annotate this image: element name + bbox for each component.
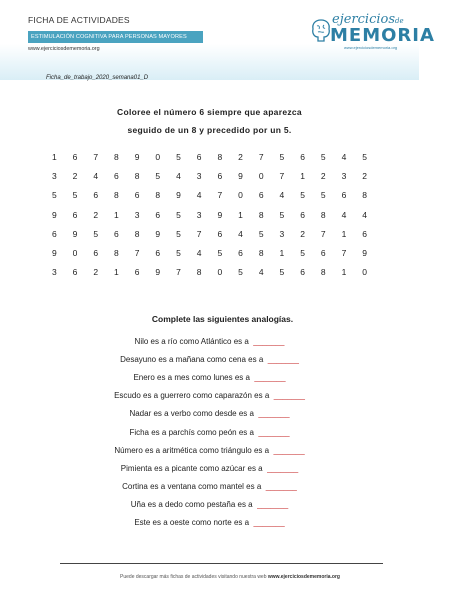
grid-number[interactable]: 6 [72,151,78,162]
grid-number[interactable]: 4 [196,190,202,201]
analogy-answer-blank[interactable]: _______ [257,499,289,509]
grid-number[interactable]: 0 [362,267,368,278]
grid-number[interactable]: 5 [300,190,305,201]
grid-number[interactable]: 1 [238,209,243,220]
grid-number[interactable]: 3 [51,267,57,278]
analogy-text: Número es a aritmética como triángulo es a [114,445,270,455]
grid-number[interactable]: 8 [217,151,223,162]
grid-number[interactable]: 9 [134,151,140,162]
grid-number[interactable]: 7 [176,267,181,278]
grid-number[interactable]: 9 [155,267,161,278]
grid-number[interactable]: 8 [114,190,119,201]
grid-number[interactable]: 8 [155,190,161,201]
grid-number[interactable]: 6 [300,151,305,162]
analogy-item [0,500,419,509]
logo-top-text: ejerciciosde [332,12,404,27]
analogy-item [0,337,419,346]
grid-number[interactable]: 5 [51,190,57,201]
grid-number[interactable]: 8 [258,248,264,259]
grid-number[interactable]: 5 [176,151,181,162]
grid-number[interactable]: 5 [217,248,223,259]
grid-number[interactable]: 6 [362,228,368,239]
logo-de-text: de [395,17,404,25]
grid-number[interactable]: 4 [93,170,99,181]
grid-number[interactable]: 9 [217,209,223,220]
grid-number[interactable]: 3 [279,228,285,239]
grid-number[interactable]: 5 [93,228,99,239]
analogy-item [0,464,419,473]
grid-number[interactable]: 2 [362,170,368,181]
grid-number[interactable]: 5 [279,209,285,220]
grid-number[interactable]: 7 [217,190,223,201]
grid-number[interactable]: 9 [51,248,57,259]
grid-number[interactable]: 8 [196,267,202,278]
analogy-item [0,428,419,437]
grid-number[interactable]: 1 [51,151,57,162]
grid-number[interactable]: 8 [362,190,368,201]
grid-number[interactable]: 8 [114,151,119,162]
brain-icon [310,18,332,42]
grid-number[interactable]: 7 [279,170,285,181]
grid-number[interactable]: 6 [258,190,264,201]
grid-number[interactable]: 5 [176,228,181,239]
grid-number[interactable]: 6 [155,209,161,220]
grid-number[interactable]: 5 [72,190,78,201]
logo [310,12,435,52]
grid-row [44,186,375,205]
grid-number[interactable]: 8 [320,209,326,220]
grid-number[interactable]: 6 [134,190,140,201]
grid-number[interactable]: 7 [320,228,326,239]
analogy-item [0,518,419,527]
grid-number[interactable]: 0 [217,267,223,278]
grid-number[interactable]: 2 [72,170,78,181]
analogy-text: Este es a oeste como norte es a [134,518,250,527]
grid-number[interactable]: 6 [320,248,326,259]
grid-number[interactable]: 5 [320,151,326,162]
analogy-answer-blank[interactable]: _______ [273,445,305,455]
grid-number[interactable]: 2 [320,170,326,181]
analogies-title: Complete las siguientes analogías. [151,314,294,324]
grid-number[interactable]: 1 [114,267,119,278]
analogy-answer-blank[interactable]: _______ [254,373,286,383]
grid-number[interactable]: 6 [300,209,305,220]
analogy-text: Nadar es a verbo como desde es a [129,409,254,419]
grid-number[interactable]: 0 [155,151,161,162]
worksheet-id: Ficha_de_trabajo_2020_semana01_D [46,75,149,81]
grid-number[interactable]: 4 [258,267,264,278]
analogy-item [0,391,419,400]
grid-number[interactable]: 9 [362,248,368,259]
grid-number[interactable]: 4 [341,151,347,162]
logo-url: www.ejerciciosdememoria.org [344,45,398,50]
instruction-line-1: Coloree el número 6 siempre que aparezca [117,107,302,117]
grid-number[interactable]: 6 [72,267,78,278]
analogy-item [0,446,419,455]
grid-number[interactable]: 1 [341,228,347,239]
analogy-text: Enero es a mes como lunes es a [133,373,250,383]
grid-number[interactable]: 0 [258,170,264,181]
analogy-answer-blank[interactable]: _______ [253,518,285,527]
grid-number[interactable]: 5 [279,267,285,278]
sheet-title: FICHA DE ACTIVIDADES [28,15,130,25]
logo-main-text: MEMORIA [330,25,435,46]
grid-number[interactable]: 4 [238,228,243,239]
grid-number[interactable]: 0 [238,190,243,201]
grid-number[interactable]: 2 [93,209,99,220]
grid-number[interactable]: 9 [72,228,78,239]
grid-number[interactable]: 1 [279,248,285,259]
grid-number[interactable]: 3 [196,170,202,181]
instruction-line-2: seguido de un 8 y precedido por un 5. [127,125,292,135]
grid-number[interactable]: 8 [134,170,140,181]
analogy-answer-blank[interactable]: _______ [265,481,297,491]
grid-number[interactable]: 8 [258,209,264,220]
site-url-link[interactable]: www.ejerciciosdememoria.org [28,46,100,52]
grid-number[interactable]: 9 [238,170,243,181]
grid-number[interactable]: 3 [51,170,57,181]
grid-number[interactable]: 2 [93,267,99,278]
grid-number[interactable]: 8 [320,267,326,278]
grid-number[interactable]: 6 [217,228,223,239]
grid-row [44,224,375,243]
grid-row [44,166,375,185]
grid-number[interactable]: 7 [196,228,202,239]
analogy-answer-blank[interactable]: _______ [267,463,299,473]
grid-number[interactable]: 7 [93,151,99,162]
grid-number[interactable]: 5 [300,248,305,259]
grid-number[interactable]: 5 [320,190,326,201]
grid-number[interactable]: 5 [238,267,243,278]
analogy-text: Uña es a dedo como pestaña es a [130,499,253,509]
grid-number[interactable]: 6 [114,228,119,239]
analogy-text: Escudo es a guerrero como caparazón es a [114,391,270,401]
grid-number[interactable]: 6 [72,209,78,220]
grid-number[interactable]: 3 [196,209,202,220]
grid-number[interactable]: 4 [196,248,202,259]
grid-number[interactable]: 6 [341,190,347,201]
grid-number[interactable]: 6 [93,190,99,201]
analogy-answer-blank[interactable]: _______ [267,355,299,365]
analogy-answer-blank[interactable]: _______ [258,409,290,419]
grid-number[interactable]: 4 [176,170,181,181]
analogy-answer-blank[interactable]: _______ [273,391,305,401]
grid-number[interactable]: 9 [176,190,181,201]
grid-number[interactable]: 6 [238,248,243,259]
grid-number[interactable]: 5 [155,170,161,181]
grid-number[interactable]: 6 [134,267,140,278]
grid-row [44,205,375,224]
analogy-answer-blank[interactable]: _______ [253,337,285,346]
grid-number[interactable]: 5 [258,228,264,239]
grid-number[interactable]: 2 [238,151,243,162]
grid-number[interactable]: 7 [134,248,140,259]
grid-number[interactable]: 1 [114,209,119,220]
grid-number[interactable]: 6 [196,151,202,162]
footer-divider [60,563,383,564]
grid-number[interactable]: 7 [341,248,347,259]
analogy-text: Cortina es a ventana como mantel es a [122,481,262,491]
grid-row [44,147,375,166]
analogy-text: Ficha es a parchís como peón es a [129,427,254,437]
grid-number[interactable]: 6 [93,248,99,259]
grid-number[interactable]: 5 [362,151,368,162]
number-grid [44,147,375,282]
grid-number[interactable]: 6 [114,170,119,181]
grid-row [44,243,375,262]
subtitle-bar: ESTIMULACIÓN COGNITIVA PARA PERSONAS MAYORES [28,31,203,43]
grid-number[interactable]: 8 [134,228,140,239]
grid-number[interactable]: 1 [341,267,347,278]
grid-number[interactable]: 6 [51,228,57,239]
analogy-item [0,482,419,491]
grid-number[interactable]: 4 [279,190,285,201]
grid-number[interactable]: 5 [176,248,181,259]
grid-number[interactable]: 0 [72,248,78,259]
grid-number[interactable]: 6 [155,248,161,259]
grid-number[interactable]: 5 [176,209,181,220]
grid-number[interactable]: 6 [300,267,305,278]
analogy-item [0,355,419,364]
grid-number[interactable]: 3 [341,170,347,181]
footer-text: Puede descargar más fichas de actividades visitando nuestra web www.ejerciciosdememoria.org [120,574,340,580]
analogy-answer-blank[interactable]: _______ [258,427,290,437]
grid-number[interactable]: 7 [258,151,264,162]
grid-number[interactable]: 2 [300,228,305,239]
analogy-item [0,373,419,382]
grid-number[interactable]: 1 [300,170,305,181]
analogy-text: Pimienta es a picante como azúcar es a [120,463,263,473]
grid-number[interactable]: 3 [134,209,140,220]
grid-number[interactable]: 9 [155,228,161,239]
analogy-text: Nilo es a río como Atlántico es a [134,337,249,346]
grid-row [44,263,375,282]
analogy-text: Desayuno es a mañana como cena es a [120,355,264,365]
grid-number[interactable]: 6 [217,170,223,181]
grid-number[interactable]: 8 [114,248,119,259]
analogy-item [0,409,419,418]
grid-number[interactable]: 4 [362,209,368,220]
grid-number[interactable]: 5 [279,151,285,162]
grid-number[interactable]: 4 [341,209,347,220]
footer-url-link[interactable]: www.ejerciciosdememoria.org [267,574,340,580]
grid-number[interactable]: 9 [51,209,57,220]
